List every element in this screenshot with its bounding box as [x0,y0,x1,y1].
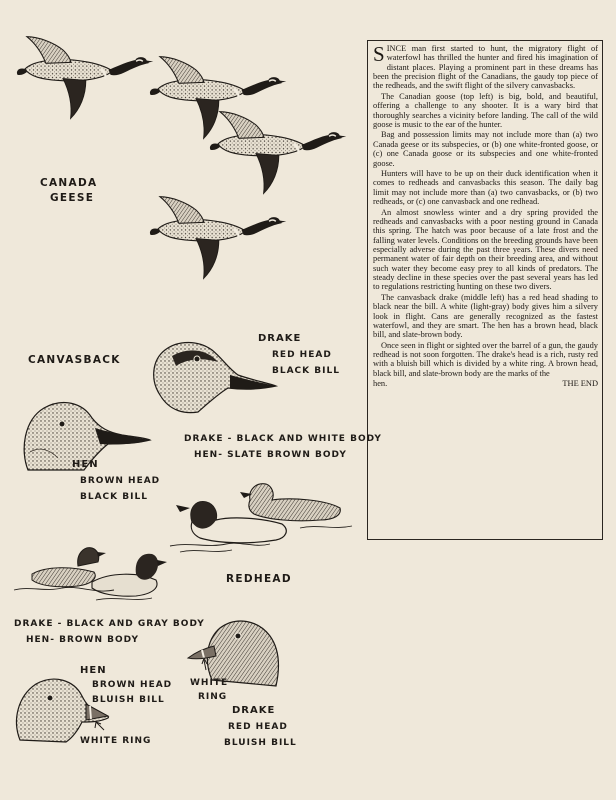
pointer-arrow [95,722,104,730]
paragraph-text: INCE man first started to hunt, the migratory flight of waterfowl has thrilled the hunter and fired his imagination of distant places. Playing a prominent part in these dreams has been the precision flight of the Canadians, the gaudy top piece of the redheads, and the swift flight of the silvery canvasbacks. [373,44,598,91]
white-ring-label-left: WHITE RING [80,736,152,746]
canada-goose-icon [150,57,286,139]
label-line: RED HEAD [228,722,288,732]
canada-goose-icon [150,197,286,279]
label-line: BLUISH BILL [92,695,165,705]
redhead-drake-label [224,703,297,751]
redhead-hen-label [80,663,172,708]
label-line: DRAKE - BLACK AND WHITE BODY [184,434,382,444]
label-line: HEN- SLATE BROWN BODY [194,450,347,460]
end-line [373,379,598,388]
article-paragraph: Hunters will have to be up on their duck identification when it comes to redheads and canvasbacks this season. The daily bag limit may not include more than (a) two canvasbacks, or (b) two redheads, or (c) one canvasback and one redhead. [373,169,598,207]
canvasback-body-label [184,431,382,463]
drop-cap: S [373,42,385,66]
article-paragraph [373,44,598,91]
label-line: RED HEAD [272,350,332,360]
label-line: HEN [80,665,107,676]
label-line: GEESE [50,192,95,204]
canada-geese-label [40,176,97,206]
article-paragraph: Bag and possession limits may not include more than (a) two Canada geese or its subspecies, or (b) one white-fronted goose, or (c) one Canada goose or its subspecies and one white-fronted goose. [373,130,598,168]
paragraph-text: hen. [373,379,388,389]
label-line: DRAKE [232,705,276,716]
article-box [367,40,603,540]
label-line: CANADA [40,177,98,189]
canada-goose-icon [17,37,153,119]
label-line: DRAKE [258,333,302,344]
article-paragraph: An almost snowless winter and a dry spring provided the redheads and canvasbacks with a poor nesting ground in Canada this spring. The hatch was poor because of a late frost and the falling water levels. Conditions on the breeding grounds have been especially adverse during the past three years. These divers need permanent water of fair depth on their breeding area, and without such water they become easy prey to all kinds of predators. The steady decline in these species over the past several years has led to regulations restricting hunting on these two divers. [373,207,598,292]
label-line: RING [198,692,228,702]
swimming-ducks-icon [14,548,167,600]
article-paragraph: Once seen in flight or sighted over the barrel of a gun, the gaudy redhead is not soon forgotten. The drake's head is a rich, rusty red with a bluish bill which is divided by a white ring. A brown head, black bill, and slate-brown body are the marks of the [373,340,598,378]
label-line: BLUISH BILL [224,738,297,748]
article-paragraph: The Canadian goose (top left) is big, bold, and beautiful, offering a challenge to any shooter. It is a wary bird that thoroughly searches a vicinity before landing. The call of the wild goose is music to the ear of the hunter. [373,91,598,129]
canvasback-hen-label [72,457,160,505]
label-line: BLACK BILL [80,492,148,502]
canada-goose-icon [210,112,346,194]
label-line: BLACK BILL [272,366,340,376]
label-line: HEN- BROWN BODY [26,635,139,645]
label-line: WHITE [190,678,229,688]
the-end-mark: THE END [562,379,598,389]
swimming-ducks-icon [170,484,352,552]
white-ring-label-right [190,676,228,704]
article-paragraph: The canvasback drake (middle left) has a red head shading to black near the bill. A white (light-gray) body gives him a silvery look in flight. Cans are generally recognized as the fastest waterfowl, and they are smart. The hen has a brown head, black bill, and slate-brown body. [373,292,598,340]
label-line: BROWN HEAD [80,476,161,486]
label-line: BROWN HEAD [92,680,173,690]
redhead-label: REDHEAD [226,573,292,585]
label-line: DRAKE - BLACK AND GRAY BODY [14,619,205,629]
redhead-body-label [14,616,205,648]
label-line: HEN [72,459,99,470]
canvasback-label: CANVASBACK [28,354,121,366]
canvasback-drake-label [258,331,340,379]
pointer-arrow [202,658,207,670]
